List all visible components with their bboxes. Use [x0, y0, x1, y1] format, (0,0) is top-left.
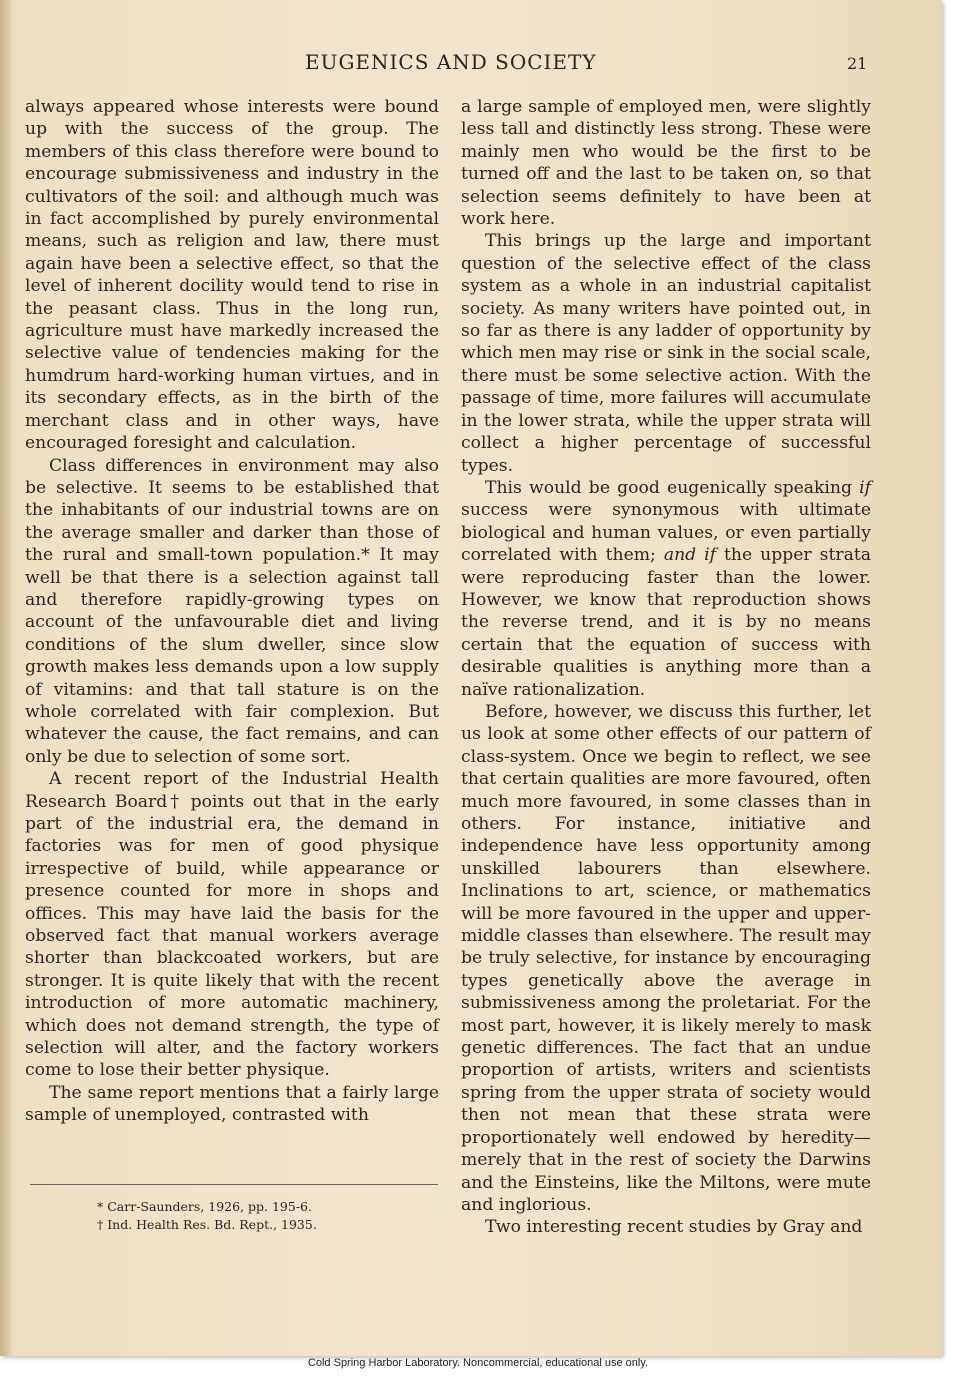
text-run: This would be good eugenically speaking [485, 477, 860, 498]
paragraph: Two interesting recent studies by Gray and [485, 1217, 863, 1238]
footnotes [97, 1198, 317, 1234]
running-head: EUGENICS AND SOCIETY [305, 50, 597, 74]
italic-text: and if [663, 545, 717, 566]
paragraph: Before, however, we discuss this further, let us look at some other effects of our pattern of class-system. Once we begin to reflect, we see that certain qualities are more favoured, often much more favoured, in some classes than in others. For instance, initiative and independence have less opportunity among unskilled labourers than elsewhere. Inclinations to art, science, or mathematics will be more favoured in the upper and upper-middle classes than elsewhere. The result may be truly selective, for instance by encouraging types genetically above the average in submissiveness among the proletariat. For the most part, however, it is likely merely to mask genetic differences. The fact that an undue proportion of artists, writers and scientists spring from the upper strata of society would then not mean that these strata were proportionately well endowed by heredity—merely that in the rest of society the Darwins and the Einsteins, like the Miltons, were mute and inglorious. [461, 701, 871, 1215]
paragraph: This brings up the large and important question of the selective effect of the class system as a whole in an industrial capitalist society. As many writers have pointed out, in so far as there is any ladder of opportunity by which men may rise or sink in the social scale, there must be some selective action. With the passage of time, more failures will accumulate in the lower strata, while the upper strata will collect a higher percentage of successful types. [461, 231, 871, 476]
right-column [461, 96, 871, 1239]
credit-line: Cold Spring Harbor Laboratory. Noncommercial, educational use only. [307, 1357, 649, 1369]
italic-text: if [859, 477, 871, 498]
paragraph: Class differences in environment may also be selective. It seems to be established that the inhabitants of our industrial towns are on the average smaller and darker than those of the rural and small-town population.* It may well be that there is a selection against tall and therefore rapidly-growing types on account of the unfavourable diet and living conditions of the slum dweller, since slow growth makes less demands upon a low supply of vitamins: and that tall stature is on the whole correlated with fair complexion. But whatever the cause, the fact remains, and can only be due to selection of some sort. [25, 455, 439, 767]
page-number: 21 [847, 54, 868, 73]
footnote: † Ind. Health Res. Bd. Rept., 1935. [97, 1217, 317, 1232]
footnote-rule [30, 1184, 438, 1185]
paragraph: always appeared whose interests were bound up with the success of the group. The members of this class therefore were bound to encourage submissiveness and industry in the cultivators of the soil: and although much was in fact accomplished by purely environmental means, such as religion and law, there must again have been a selective effect, so that the level of inherent docility would tend to rise in the peasant class. Thus in the long run, agriculture must have markedly increased the selective value of tendencies making for the humdrum hard-working human virtues, and in its secondary effects, as in the birth of the merchant class and in other ways, have encouraged foresight and calculation. [25, 97, 439, 454]
text-run: the upper strata were reproducing faster than the lower. However, we know that reproduction shows the reverse trend, and it is by no means certain that the equation of success with desirable qualities is anything more than a naïve rationalization. [461, 545, 871, 700]
footnote: * Carr-Saunders, 1926, pp. 195-6. [97, 1199, 312, 1214]
paragraph: A recent report of the Industrial Health Research Board† points out that in the early part of the industrial era, the demand in factories was for men of good physique irrespective of build, while appearance or presence counted for more in shops and offices. This may have laid the basis for the observed fact that manual workers average shorter than blackcoated workers, but are stronger. It is quite likely that with the recent introduction of more automatic machinery, which does not demand strength, the type of selection will alter, and the factory workers come to lose their better physique. [25, 769, 439, 1081]
page-header [0, 46, 942, 80]
paragraph: The same report mentions that a fairly large sample of unemployed, contrasted with [25, 1082, 439, 1126]
paragraph-emphasis [461, 477, 871, 701]
paragraph: a large sample of employed men, were slightly less tall and distinctly less strong. These were mainly men who would be the first to be turned off and the last to be taken on, so that selection seems definitely to have been at work here. [461, 97, 871, 230]
left-column [25, 96, 439, 1127]
text-run: success were synonymous with ultimate biological and human values, or even partially correlated with them; [461, 500, 871, 566]
